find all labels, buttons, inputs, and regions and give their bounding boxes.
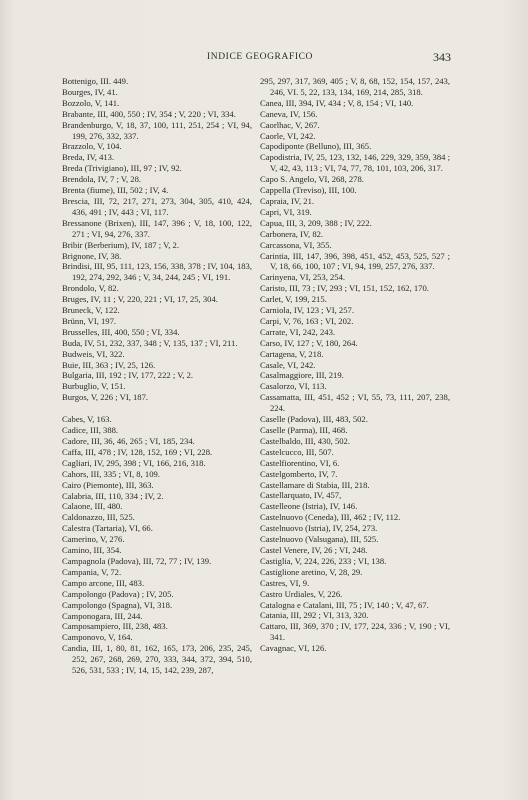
index-entry: Cairo (Piemonte), III, 363.: [62, 479, 154, 490]
index-entry: Bruges, IV, 11 ; V, 220, 221 ; VI, 17, 25, 304.: [62, 294, 218, 305]
index-entry: Brazzolo, V, 104.: [62, 141, 122, 152]
index-entry: Bressanone (Brixen), III, 147, 396 ; V, 18, 100, 122, 271 ; VI, 94, 276, 337.: [62, 217, 252, 239]
index-entry: Cahors, III, 335 ; VI, 8, 109.: [62, 468, 160, 479]
index-entry: 295, 297, 317, 369, 405 ; V, 8, 68, 152, 154, 157, 243, 246, VI. 5, 22, 133, 134, 169, 214, 285, 318.: [260, 76, 450, 97]
index-column-right: [260, 76, 450, 654]
index-entry: Castelleone (Istria), IV, 146.: [260, 501, 358, 512]
index-entry: Capodiponte (Belluno), III, 365.: [260, 141, 372, 152]
index-entry: Catalogna e Catalani, III, 75 ; IV, 140 ; V, 47, 67.: [260, 599, 429, 610]
index-entry: Castres, VI, 9.: [260, 577, 310, 588]
index-entry: Cabes, V, 163.: [62, 414, 112, 425]
index-entry: Caselle (Padova), III, 483, 502.: [260, 414, 368, 425]
index-entry: Cassamatta, III, 451, 452 ; VI, 55, 73, 111, 207, 238, 224.: [260, 392, 450, 414]
index-entry: Canea, III, 394, IV, 434 ; V, 8, 154 ; VI, 140.: [260, 97, 414, 108]
index-entry: Brünn, VI, 197.: [62, 315, 117, 326]
index-entry: Bourges, IV, 41.: [62, 86, 118, 97]
page-header: [0, 52, 528, 68]
index-entry: Campo arcone, III, 483.: [62, 577, 145, 588]
index-entry: Carinyena, VI, 253, 254.: [260, 272, 346, 283]
index-entry: Cadice, III, 388.: [62, 425, 119, 436]
index-entry: Castelnuovo (Valsugana), III, 525.: [260, 534, 379, 545]
index-entry: Carniola, IV, 123 ; VI, 257.: [260, 305, 354, 316]
index-entry: Castelnuovo (Istria), IV, 254, 273.: [260, 523, 378, 534]
index-entry: Castro Urdiales, V, 226.: [260, 588, 343, 599]
index-entry: Carintia, III, 147, 396, 398, 451, 452, 453, 525, 527 ; V, 18, 66, 100, 107 ; VI, 94, 199, 257, 276, 337.: [260, 250, 450, 272]
index-entry: Castelbaldo, III, 430, 502.: [260, 435, 350, 446]
index-entry: Calaone, III, 480.: [62, 501, 123, 512]
index-entry: Capri, VI, 319.: [260, 206, 312, 217]
index-entry: Burbuglio, V, 151.: [62, 381, 126, 392]
index-entry: Brandenburgo, V, 18, 37, 100, 111, 251, 254 ; VI, 94, 199, 276, 332, 337.: [62, 119, 252, 141]
index-entry: Brondolo, V, 82.: [62, 283, 119, 294]
index-entry: Buda, IV, 51, 232, 337, 348 ; V, 135, 137 ; VI, 211.: [62, 337, 238, 348]
index-entry: Campolongo (Padova) ; IV, 205.: [62, 588, 174, 599]
index-entry: Carlet, V, 199, 215.: [260, 294, 327, 305]
index-entry: Campolongo (Spagna), VI, 318.: [62, 599, 173, 610]
index-entry: Caristo, III, 73 ; IV, 293 ; VI, 151, 152, 162, 170.: [260, 283, 429, 294]
index-entry: Bottenigo, III. 449.: [62, 76, 129, 86]
index-entry: Capodistria, IV, 25, 123, 132, 146, 229, 329, 359, 384 ; V, 42, 43, 113 ; VI, 74, 77, 78, 101, 103, 206, 317.: [260, 152, 450, 174]
index-entry: Caneva, IV, 156.: [260, 108, 318, 119]
section-gap: [62, 403, 252, 414]
index-entry: Breda, IV, 413.: [62, 152, 115, 163]
index-entry: Campania, V, 72.: [62, 566, 122, 577]
index-entry: Bulgaria, III, 192 ; IV, 177, 222 ; V, 2.: [62, 370, 194, 381]
index-entry: Castelgomberto, IV, 7.: [260, 468, 338, 479]
index-entry: Casale, VI, 242.: [260, 359, 316, 370]
index-entry: Carso, IV, 127 ; V, 180, 264.: [260, 337, 358, 348]
index-entry: Burgos, V, 226 ; VI, 187.: [62, 392, 149, 403]
index-entry: Candia, III, 1, 80, 81, 162, 165, 173, 206, 235, 245, 252, 267, 268, 269, 270, 333, 344, 372, 394, 510, 526, 531, 533 ; IV, 14, 15, 142, 239, 287,: [62, 643, 252, 676]
page-number: 343: [433, 50, 451, 64]
index-entry: Carrate, VI, 242, 243.: [260, 326, 336, 337]
index-entry: Camerino, V, 276.: [62, 534, 125, 545]
index-entry: Calestra (Tartaria), VI, 66.: [62, 523, 153, 534]
index-entry: Cagliari, IV, 295, 398 ; VI, 166, 216, 318.: [62, 457, 206, 468]
index-entry: Brusselles, III, 400, 550 ; VI, 334.: [62, 326, 180, 337]
index-entry: Caorlhac, V, 267.: [260, 119, 320, 130]
index-entry: Cadore, III, 36, 46, 265 ; VI, 185, 234.: [62, 436, 195, 446]
index-entry: Castiglia, V, 224, 226, 233 ; VI, 138.: [260, 555, 387, 566]
index-entry: Capraia, IV, 21.: [260, 195, 315, 206]
index-entry: Carpi, V, 76, 163 ; VI, 202.: [260, 315, 354, 326]
index-entry: Bozzolo, V, 141.: [62, 97, 120, 108]
index-entry: Brindisi, III, 95, 111, 123, 156, 338, 378 ; IV, 104, 183, 192, 274, 292, 346 ; V, 34, 244, 245 ; VI, 191.: [62, 261, 252, 283]
index-entry: Budweis, VI, 322.: [62, 348, 125, 359]
index-entry: Brignone, IV, 38.: [62, 250, 122, 261]
index-entry: Calabria, III, 110, 334 ; IV, 2.: [62, 490, 164, 501]
index-entry: Brenta (fiume), III, 502 ; IV, 4.: [62, 185, 169, 196]
index-entry: Casalmaggiore, III, 219.: [260, 370, 344, 381]
index-entry: Camponovo, V, 164.: [62, 632, 133, 643]
index-column-left: [62, 76, 252, 676]
index-entry: Brescia, III, 72, 217, 271, 273, 304, 305, 410, 424, 436, 491 ; IV, 443 ; VI, 117.: [62, 195, 252, 217]
index-entry: Camponogara, III, 244.: [62, 610, 143, 621]
index-entry: Castelnuovo (Ceneda), III, 462 ; IV, 112.: [260, 512, 401, 523]
index-entry: Cavagnac, VI, 126.: [260, 643, 327, 654]
index-entry: Campagnola (Padova), III, 72, 77 ; IV, 139.: [62, 555, 212, 566]
index-entry: Castelcucco, III, 507.: [260, 446, 334, 457]
index-entry: Brendola, IV, 7 ; V, 28.: [62, 174, 142, 185]
index-entry: Carcassona, VI, 355.: [260, 239, 332, 250]
index-entry: Breda (Trivigiano), III, 97 ; IV, 92.: [62, 163, 182, 174]
index-entry: Caffa, III, 478 ; IV, 128, 152, 169 ; VI, 228.: [62, 446, 213, 457]
index-entry: Buie, III, 363 ; IV, 25, 126.: [62, 359, 156, 370]
index-entry: Carbonera, IV, 82.: [260, 228, 324, 239]
index-entry: Bribir (Berberium), IV, 187 ; V, 2.: [62, 239, 179, 250]
index-entry: Caorle, VI, 242.: [260, 130, 316, 141]
index-entry: Cappella (Treviso), III, 100.: [260, 185, 357, 196]
index-entry: Brabante, III, 400, 550 ; IV, 354 ; V, 220 ; VI, 334.: [62, 108, 236, 119]
index-entry: Camposampiero, III, 238, 483.: [62, 621, 168, 632]
index-entry: Caldonazzo, III, 525.: [62, 512, 135, 523]
index-entry: Bruneck, V, 122.: [62, 305, 120, 316]
index-entry: Casalorzo, VI, 113.: [260, 381, 327, 392]
index-entry: Camino, III, 354.: [62, 545, 122, 556]
index-entry: Castelfiorentino, VI, 6.: [260, 457, 340, 468]
index-entry: Castellamare di Stabia, III, 218.: [260, 479, 370, 490]
index-entry: Castiglione aretino, V, 28, 29.: [260, 566, 363, 577]
index-entry: Capo S. Angelo, VI, 268, 278.: [260, 174, 364, 185]
index-entry: Capua, III, 3, 209, 388 ; IV, 222.: [260, 217, 372, 228]
index-entry: Cattaro, III, 369, 370 ; IV, 177, 224, 336 ; V, 190 ; VI, 341.: [260, 621, 450, 643]
index-entry: Castellarquato, IV, 457,: [260, 490, 342, 501]
index-entry: Castel Venere, IV, 26 ; VI, 248.: [260, 544, 368, 555]
index-entry: Cartagena, V, 218.: [260, 348, 324, 359]
index-entry: Catania, III, 292 ; VI, 313, 320.: [260, 610, 369, 621]
running-title: INDICE GEOGRAFICO: [207, 52, 313, 62]
index-entry: Caselle (Parma), III, 468.: [260, 425, 348, 435]
